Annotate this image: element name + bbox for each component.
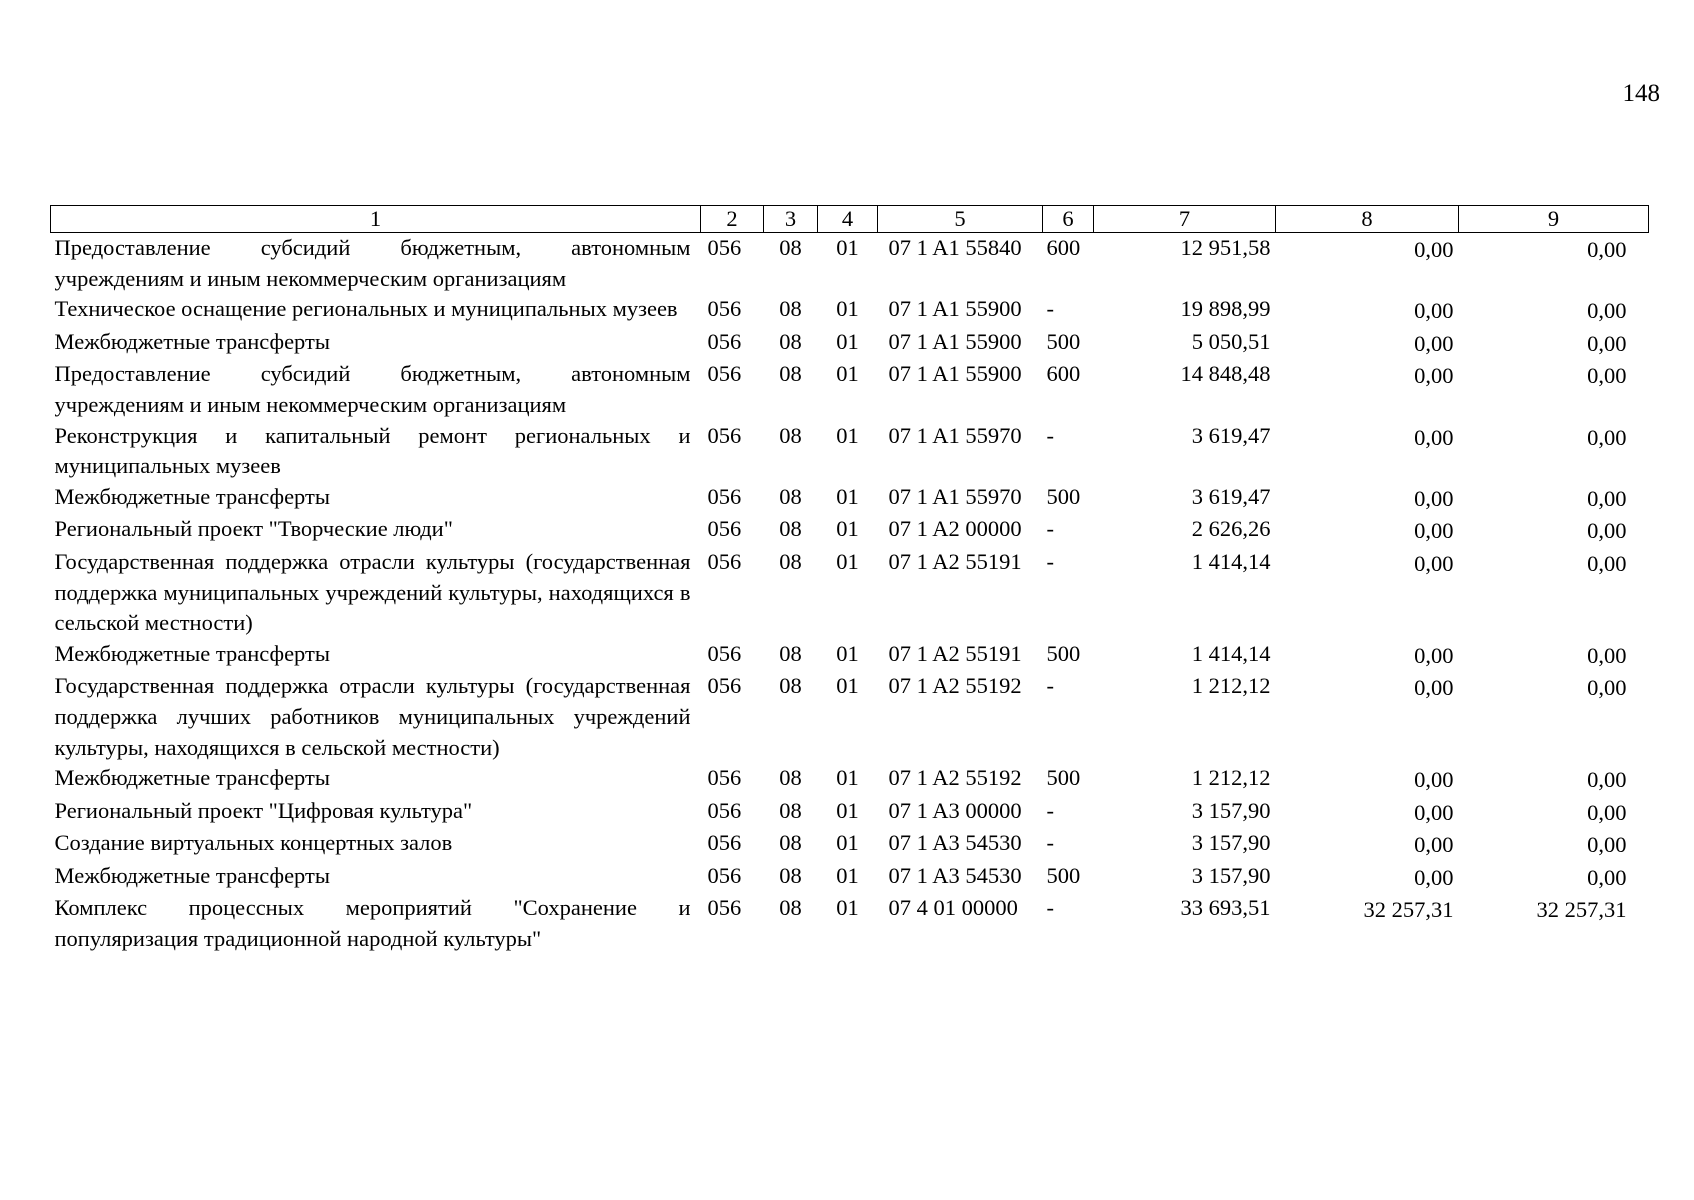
amount-col7-cell: 1 414,14 xyxy=(1191,640,1271,666)
expense-type-cell: 600 xyxy=(1046,235,1081,260)
ministry-code-cell: 056 xyxy=(707,862,742,888)
amount-col8-cell: 0,00 xyxy=(1414,485,1454,511)
expense-name-cell: Реконструкция и капитальный ремонт региональных и муниципальных музеев xyxy=(54,422,691,479)
subsection-code-cell: 01 xyxy=(836,895,859,921)
amount-col8-cell: 0,00 xyxy=(1414,550,1454,576)
column-header: 2 xyxy=(701,206,764,233)
amount-col8-cell: 0,00 xyxy=(1414,864,1454,890)
amount-col9-cell: 0,00 xyxy=(1587,518,1627,544)
amount-col9-cell: 0,00 xyxy=(1587,330,1627,356)
ministry-code-cell: 056 xyxy=(707,548,742,574)
target-article-cell: 07 1 A3 00000 xyxy=(888,797,1022,823)
subsection-code-cell: 01 xyxy=(836,862,859,888)
amount-col7-cell: 3 157,90 xyxy=(1191,797,1271,823)
expense-type-cell: - xyxy=(1046,895,1054,921)
table-row xyxy=(51,482,1649,515)
header-row xyxy=(51,206,1649,233)
ministry-code-cell: 056 xyxy=(707,765,742,791)
subsection-code-cell: 01 xyxy=(836,797,859,823)
amount-col9-cell: 0,00 xyxy=(1587,485,1627,511)
page-number: 148 xyxy=(1622,80,1660,107)
amount-col7-cell: 33 693,51 xyxy=(1180,895,1271,921)
table-row xyxy=(51,547,1649,639)
subsection-code-cell: 01 xyxy=(836,361,859,387)
ministry-code-cell: 056 xyxy=(707,673,742,699)
table-row xyxy=(51,828,1649,861)
section-code-cell: 08 xyxy=(779,830,802,856)
expense-name-cell: Создание виртуальных концертных залов xyxy=(54,830,453,856)
amount-col8-cell: 0,00 xyxy=(1414,424,1454,450)
amount-col8-cell: 0,00 xyxy=(1414,767,1454,793)
ministry-code-cell: 056 xyxy=(707,797,742,823)
amount-col7-cell: 3 157,90 xyxy=(1191,830,1271,856)
expense-type-cell: 500 xyxy=(1046,328,1081,354)
table-row xyxy=(51,421,1649,482)
target-article-cell: 07 1 A2 00000 xyxy=(888,516,1022,542)
amount-col7-cell: 3 157,90 xyxy=(1191,862,1271,888)
amount-col8-cell: 0,00 xyxy=(1414,832,1454,858)
table-row xyxy=(51,639,1649,672)
expense-name-cell: Межбюджетные трансферты xyxy=(54,862,330,888)
amount-col7-cell: 1 212,12 xyxy=(1191,673,1271,699)
amount-col8-cell: 0,00 xyxy=(1414,298,1454,324)
target-article-cell: 07 1 A2 55192 xyxy=(888,765,1022,791)
ministry-code-cell: 056 xyxy=(707,640,742,666)
ministry-code-cell: 056 xyxy=(707,895,742,921)
subsection-code-cell: 01 xyxy=(836,830,859,856)
subsection-code-cell: 01 xyxy=(836,422,859,448)
table-header xyxy=(51,206,1649,233)
amount-col9-cell: 0,00 xyxy=(1587,864,1627,890)
target-article-cell: 07 1 A2 55191 xyxy=(888,548,1022,574)
ministry-code-cell: 056 xyxy=(707,328,742,354)
target-article-cell: 07 1 A1 55840 xyxy=(888,235,1022,260)
table-row xyxy=(51,893,1649,954)
amount-col7-cell: 1 414,14 xyxy=(1191,548,1271,574)
amount-col8-cell: 32 257,31 xyxy=(1363,897,1454,923)
amount-col9-cell: 0,00 xyxy=(1587,642,1627,668)
target-article-cell: 07 1 A1 55900 xyxy=(888,361,1022,387)
target-article-cell: 07 1 A3 54530 xyxy=(888,830,1022,856)
section-code-cell: 08 xyxy=(779,328,802,354)
expense-type-cell: - xyxy=(1046,548,1054,574)
amount-col8-cell: 0,00 xyxy=(1414,518,1454,544)
table-row xyxy=(51,294,1649,327)
target-article-cell: 07 1 A2 55192 xyxy=(888,673,1022,699)
subsection-code-cell: 01 xyxy=(836,328,859,354)
amount-col8-cell: 0,00 xyxy=(1414,642,1454,668)
section-code-cell: 08 xyxy=(779,765,802,791)
expense-name-cell: Региональный проект "Цифровая культура" xyxy=(54,797,473,823)
expense-name-cell: Предоставление субсидий бюджетным, автономным учреждениям и иным некоммерческим организациям xyxy=(54,235,691,291)
section-code-cell: 08 xyxy=(779,548,802,574)
subsection-code-cell: 01 xyxy=(836,516,859,542)
column-header: 1 xyxy=(51,206,701,233)
column-header: 5 xyxy=(878,206,1043,233)
section-code-cell: 08 xyxy=(779,361,802,387)
amount-col8-cell: 0,00 xyxy=(1414,237,1454,262)
expense-type-cell: 600 xyxy=(1046,361,1081,387)
column-header: 8 xyxy=(1276,206,1459,233)
budget-table xyxy=(50,205,1649,955)
target-article-cell: 07 1 A1 55900 xyxy=(888,328,1022,354)
subsection-code-cell: 01 xyxy=(836,548,859,574)
expense-type-cell: - xyxy=(1046,516,1054,542)
section-code-cell: 08 xyxy=(779,640,802,666)
ministry-code-cell: 056 xyxy=(707,422,742,448)
section-code-cell: 08 xyxy=(779,483,802,509)
expense-type-cell: 500 xyxy=(1046,640,1081,666)
column-header: 3 xyxy=(764,206,818,233)
amount-col9-cell: 0,00 xyxy=(1587,298,1627,324)
table-row xyxy=(51,796,1649,829)
expense-name-cell: Государственная поддержка отрасли культуры (государственная поддержка лучших работников муниципальных учреждений культуры, находящихся в сельской местности) xyxy=(54,673,691,760)
amount-col9-cell: 0,00 xyxy=(1587,799,1627,825)
amount-col9-cell: 0,00 xyxy=(1587,363,1627,389)
expense-name-cell: Техническое оснащение региональных и муниципальных музеев xyxy=(54,296,678,322)
section-code-cell: 08 xyxy=(779,296,802,322)
subsection-code-cell: 01 xyxy=(836,483,859,509)
amount-col8-cell: 0,00 xyxy=(1414,675,1454,701)
amount-col7-cell: 14 848,48 xyxy=(1180,361,1271,387)
table-row xyxy=(51,233,1649,295)
section-code-cell: 08 xyxy=(779,235,802,260)
amount-col7-cell: 5 050,51 xyxy=(1191,328,1271,354)
table-row xyxy=(51,861,1649,894)
subsection-code-cell: 01 xyxy=(836,235,859,260)
expense-type-cell: - xyxy=(1046,673,1054,699)
amount-col9-cell: 0,00 xyxy=(1587,237,1627,262)
subsection-code-cell: 01 xyxy=(836,673,859,699)
amount-col7-cell: 1 212,12 xyxy=(1191,765,1271,791)
expense-type-cell: - xyxy=(1046,797,1054,823)
table-body xyxy=(51,233,1649,955)
amount-col8-cell: 0,00 xyxy=(1414,363,1454,389)
ministry-code-cell: 056 xyxy=(707,483,742,509)
ministry-code-cell: 056 xyxy=(707,830,742,856)
target-article-cell: 07 1 A3 54530 xyxy=(888,862,1022,888)
column-header: 9 xyxy=(1459,206,1649,233)
amount-col7-cell: 12 951,58 xyxy=(1180,235,1271,260)
target-article-cell: 07 1 A2 55191 xyxy=(888,640,1022,666)
subsection-code-cell: 01 xyxy=(836,765,859,791)
column-header: 6 xyxy=(1043,206,1094,233)
expense-type-cell: 500 xyxy=(1046,765,1081,791)
expense-name-cell: Межбюджетные трансферты xyxy=(54,328,330,354)
expense-name-cell: Комплекс процессных мероприятий "Сохранение и популяризация традиционной народной культуры" xyxy=(54,895,691,952)
table-row xyxy=(51,327,1649,360)
target-article-cell: 07 4 01 00000 xyxy=(888,895,1018,921)
amount-col9-cell: 0,00 xyxy=(1587,424,1627,450)
expense-type-cell: - xyxy=(1046,830,1054,856)
expense-name-cell: Межбюджетные трансферты xyxy=(54,640,330,666)
expense-type-cell: 500 xyxy=(1046,862,1081,888)
ministry-code-cell: 056 xyxy=(707,361,742,387)
amount-col7-cell: 2 626,26 xyxy=(1191,516,1271,542)
section-code-cell: 08 xyxy=(779,422,802,448)
amount-col7-cell: 19 898,99 xyxy=(1180,296,1271,322)
amount-col8-cell: 0,00 xyxy=(1414,799,1454,825)
table-row xyxy=(51,359,1649,420)
target-article-cell: 07 1 A1 55970 xyxy=(888,483,1022,509)
table-row xyxy=(51,763,1649,796)
target-article-cell: 07 1 A1 55970 xyxy=(888,422,1022,448)
column-header: 7 xyxy=(1094,206,1276,233)
target-article-cell: 07 1 A1 55900 xyxy=(888,296,1022,322)
amount-col9-cell: 0,00 xyxy=(1587,832,1627,858)
amount-col9-cell: 0,00 xyxy=(1587,550,1627,576)
table-row xyxy=(51,514,1649,547)
expense-type-cell: 500 xyxy=(1046,483,1081,509)
amount-col7-cell: 3 619,47 xyxy=(1191,483,1271,509)
section-code-cell: 08 xyxy=(779,516,802,542)
expense-type-cell: - xyxy=(1046,296,1054,322)
ministry-code-cell: 056 xyxy=(707,296,742,322)
expense-type-cell: - xyxy=(1046,422,1054,448)
column-header: 4 xyxy=(818,206,878,233)
expense-name-cell: Межбюджетные трансферты xyxy=(54,765,330,791)
expense-name-cell: Предоставление субсидий бюджетным, автономным учреждениям и иным некоммерческим организациям xyxy=(54,361,691,417)
amount-col9-cell: 0,00 xyxy=(1587,767,1627,793)
amount-col8-cell: 0,00 xyxy=(1414,330,1454,356)
ministry-code-cell: 056 xyxy=(707,516,742,542)
expense-name-cell: Государственная поддержка отрасли культуры (государственная поддержка муниципальных учреждений культуры, находящихся в сельской местности) xyxy=(54,548,691,636)
amount-col9-cell: 32 257,31 xyxy=(1536,897,1627,923)
table-row xyxy=(51,671,1649,763)
amount-col9-cell: 0,00 xyxy=(1587,675,1627,701)
amount-col7-cell: 3 619,47 xyxy=(1191,422,1271,448)
expense-name-cell: Региональный проект "Творческие люди" xyxy=(54,516,453,542)
section-code-cell: 08 xyxy=(779,895,802,921)
section-code-cell: 08 xyxy=(779,862,802,888)
expense-name-cell: Межбюджетные трансферты xyxy=(54,483,330,509)
section-code-cell: 08 xyxy=(779,673,802,699)
subsection-code-cell: 01 xyxy=(836,640,859,666)
section-code-cell: 08 xyxy=(779,797,802,823)
ministry-code-cell: 056 xyxy=(707,235,742,260)
subsection-code-cell: 01 xyxy=(836,296,859,322)
